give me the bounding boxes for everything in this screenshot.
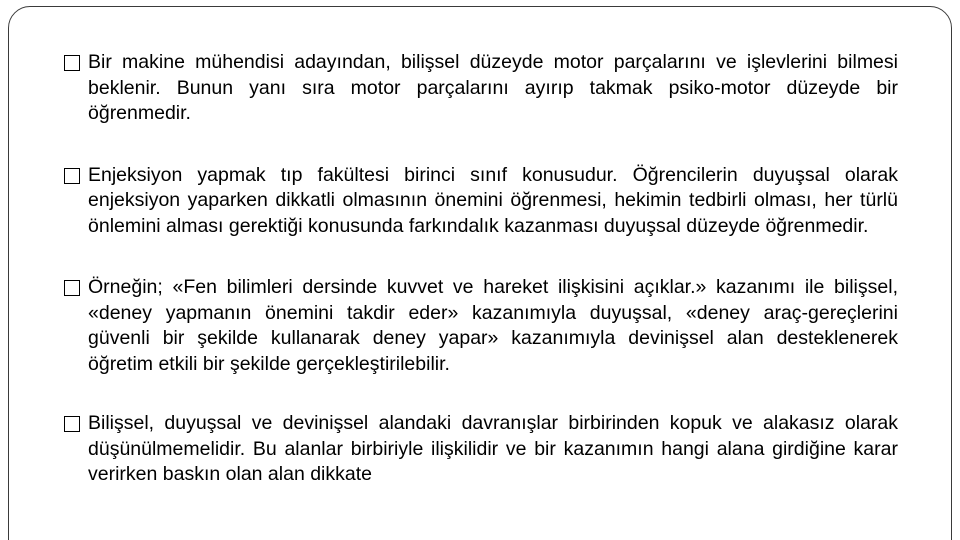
bullet-item <box>64 411 898 488</box>
square-bullet-icon <box>64 280 80 296</box>
bullet-text: Örneğin; «Fen bilimleri dersinde kuvvet ve hareket ilişkisini açıklar.» kazanımı ile bilişsel, «deney yapmanın önemini takdir eder» kazanımıyla duyuşsal, «deney araç-gereçlerini güvenli bir şekilde kullanarak deney yapar» kazanımıyla devinişsel alan desteklenerek öğretim etkili bir şekilde gerçekleştirilebilir. <box>88 276 898 375</box>
bullet-list <box>64 50 898 514</box>
bullet-text: Bir makine mühendisi adayından, bilişsel düzeyde motor parçalarını ve işlevlerini bilmesi beklenir. Bunun yanı sıra motor parçalarını ayırıp takmak psiko-motor düzeyde bir öğrenmedir. <box>88 51 898 124</box>
bullet-item <box>64 163 898 240</box>
bullet-text: Bilişsel, duyuşsal ve devinişsel alandaki davranışlar birbirinden kopuk ve alakasız olarak düşünülmemelidir. Bu alanlar birbiriyle ilişkilidir ve bir kazanımın hangi alana girdiğine karar verirken baskın olan alan dikkate <box>88 412 898 485</box>
bullet-text: Enjeksiyon yapmak tıp fakültesi birinci sınıf konusudur. Öğrencilerin duyuşsal olarak enjeksiyon yaparken dikkatli olmasının önemini öğrenmesi, hekimin tedbirli olması, her türlü önlemini alması gerektiği konusunda farkındalık kazanması duyuşsal düzeyde öğrenmedir. <box>88 163 898 237</box>
square-bullet-icon <box>64 55 80 71</box>
square-bullet-icon <box>64 168 80 184</box>
square-bullet-icon <box>64 416 80 432</box>
bullet-item <box>64 50 898 127</box>
bullet-item <box>64 275 898 377</box>
